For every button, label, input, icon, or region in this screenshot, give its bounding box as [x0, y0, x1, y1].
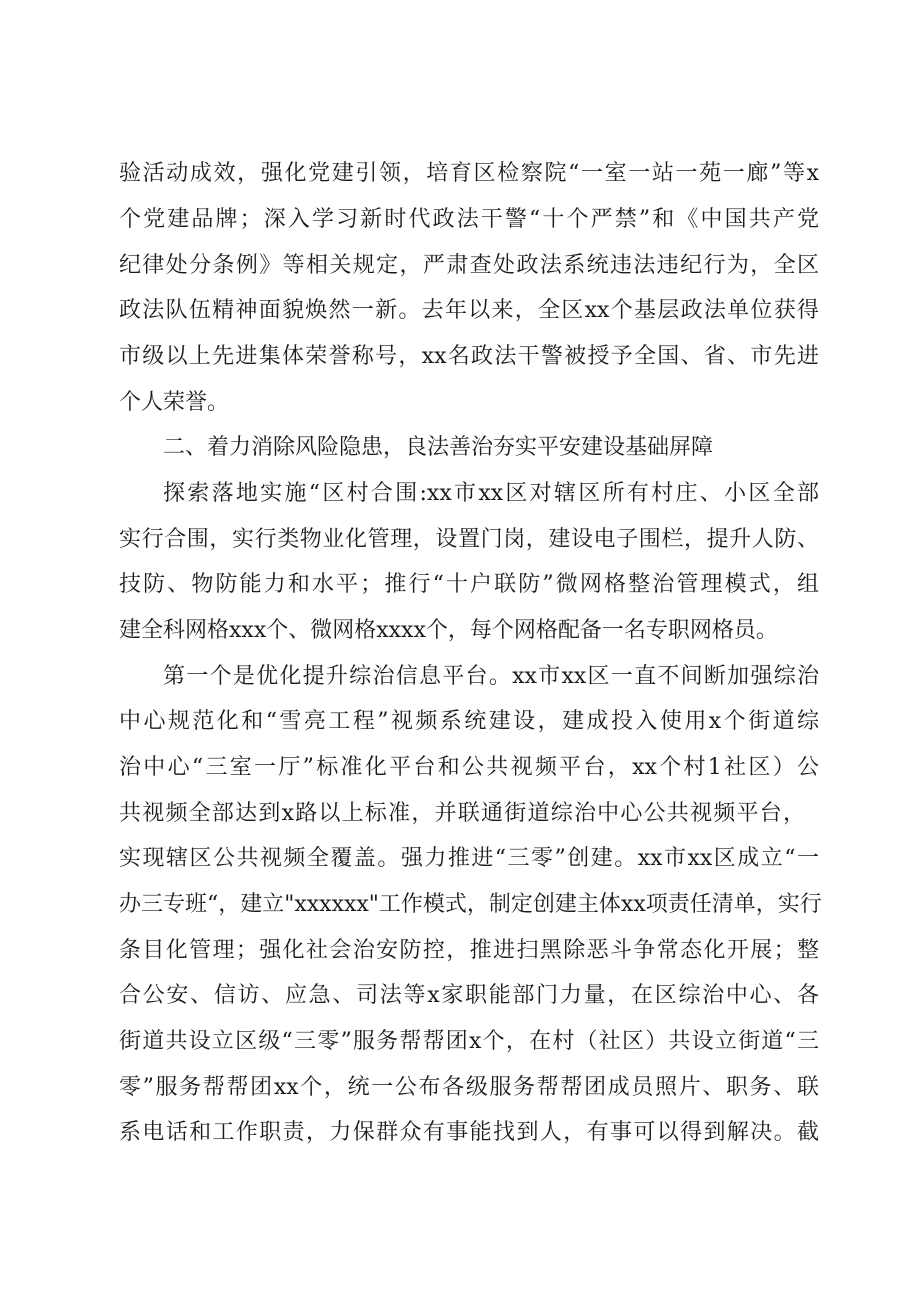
paragraph-line: 实行合围，实行类物业化管理，设置门岗，建设电子围栏，提升人防、: [119, 527, 819, 552]
paragraph-line: 办三专班“，建立"xxxxxx"工作模式，制定创建主体xx项责任清单，实行: [119, 892, 822, 917]
paragraph-line: 合公安、信访、应急、司法等x家职能部门力量，在区综治中心、各: [119, 983, 819, 1008]
section-heading: 二、着力消除风险隐患，良法善治夯实平安建设基础屏障: [163, 435, 714, 460]
paragraph-line: 系电话和工作职责，力保群众有事能找到人，有事可以得到解决。截: [119, 1120, 819, 1145]
paragraph-line: 中心规范化和“雪亮工程”视频系统建设，建成投入使用x个街道综: [119, 709, 819, 734]
paragraph-line: 建全科网格xxx个、微网格xxxx个，每个网格配备一名专职网格员。: [119, 618, 778, 643]
paragraph-line: 治中心“三室一厅”标准化平台和公共视频平台，xx个村1社区）公: [119, 755, 819, 780]
paragraph-line: 政法队伍精神面貌焕然一新。去年以来，全区xx个基层政法单位获得: [119, 298, 819, 323]
paragraph-line: 零”服务帮帮团xx个，统一公布各级服务帮帮团成员照片、职务、联: [119, 1075, 819, 1100]
paragraph-line: 探索落地实施“区村合围:xx市xx区对辖区所有村庄、小区全部: [163, 481, 819, 506]
paragraph-line: 第一个是优化提升综治信息平台。xx市xx区一直不间断加强综治: [163, 664, 819, 689]
paragraph-line: 条目化管理；强化社会治安防控，推进扫黑除恶斗争常态化开展；整: [119, 938, 819, 963]
paragraph-line: 市级以上先进集体荣誉称号，xx名政法干警被授予全国、省、市先进: [119, 344, 819, 369]
paragraph-line: 验活动成效，强化党建引领，培育区检察院“一室一站一苑一廊”等x: [119, 161, 819, 186]
paragraph-line: 技防、物防能力和水平；推行“十户联防”微网格整治管理模式，组: [119, 572, 819, 597]
paragraph-line: 街道共设立区级“三零”服务帮帮团x个，在村（社区）共设立街道“三: [119, 1029, 819, 1054]
paragraph-line: 实现辖区公共视频全覆盖。强力推进“三零”创建。xx市xx区成立“一: [119, 846, 819, 871]
paragraph-line: 共视频全部达到x路以上标准，并联通街道综治中心公共视频平台，: [119, 801, 805, 826]
paragraph-line: 个党建品牌；深入学习新时代政法干警“十个严禁”和《中国共产党: [119, 207, 819, 232]
paragraph-line: 纪律处分条例》等相关规定，严肃查处政法系统违法违纪行为，全区: [119, 253, 819, 278]
paragraph-line: 个人荣誉。: [119, 390, 230, 415]
